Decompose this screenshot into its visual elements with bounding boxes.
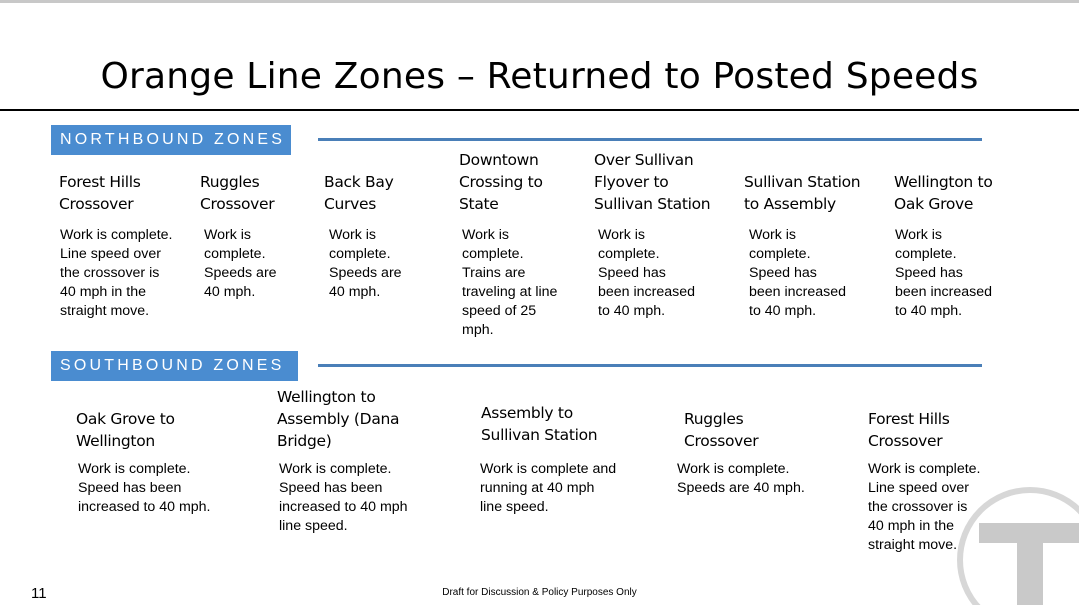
nb-zone-5-title: Over Sullivan Flyover to Sullivan Station — [594, 151, 711, 213]
nb-zone-3-title: Back Bay Curves — [324, 173, 394, 213]
nb-zone-5-desc: Work is complete. Speed has been increased to 40 mph. — [598, 227, 696, 319]
footer-disclaimer: Draft for Discussion & Policy Purposes Only — [442, 587, 637, 598]
nb-zone-1-title: Forest Hills Crossover — [59, 173, 141, 213]
sb-zone-3-desc: Work is complete and running at 40 mph line speed. — [480, 461, 617, 515]
southbound-divider — [318, 364, 982, 367]
nb-zone-7-desc: Work is complete. Speed has been increased to 40 mph. — [895, 227, 993, 319]
nb-zone-6-title: Sullivan Station to Assembly — [744, 173, 861, 213]
sb-zone-2-desc: Work is complete. Speed has been increased to 40 mph line speed. — [279, 461, 408, 534]
sb-zone-1-desc: Work is complete. Speed has been increased to 40 mph. — [78, 461, 211, 515]
northbound-divider — [318, 138, 982, 141]
sb-zone-2-title: Wellington to Assembly (Dana Bridge) — [277, 388, 400, 450]
sb-zone-3-title: Assembly to Sullivan Station — [481, 404, 598, 444]
sb-zone-4-desc: Work is complete. Speeds are 40 mph. — [677, 461, 805, 496]
southbound-section-label: SOUTHBOUND ZONES — [51, 351, 298, 381]
nb-zone-1-desc: Work is complete. Line speed over the crossover is 40 mph in the straight move. — [60, 227, 173, 319]
nb-zone-2-desc: Work is complete. Speeds are 40 mph. — [204, 227, 277, 300]
sb-zone-4-title: Ruggles Crossover — [684, 410, 759, 450]
slide-title: Orange Line Zones – Returned to Posted Speeds — [100, 56, 979, 97]
nb-zone-2-title: Ruggles Crossover — [200, 173, 275, 213]
sb-zone-5-title: Forest Hills Crossover — [868, 410, 950, 450]
nb-zone-3-desc: Work is complete. Speeds are 40 mph. — [329, 227, 402, 300]
northbound-section-label: NORTHBOUND ZONES — [51, 125, 291, 155]
nb-zone-4-title: Downtown Crossing to State — [459, 151, 543, 213]
nb-zone-6-desc: Work is complete. Speed has been increased to 40 mph. — [749, 227, 847, 319]
nb-zone-7-title: Wellington to Oak Grove — [894, 173, 993, 213]
title-divider — [0, 109, 1079, 111]
sb-zone-5-desc: Work is complete. Line speed over the crossover is 40 mph in the straight move. — [868, 461, 981, 553]
sb-zone-1-title: Oak Grove to Wellington — [76, 410, 175, 450]
slide-number: 11 — [31, 585, 47, 602]
nb-zone-4-desc: Work is complete. Trains are traveling at line speed of 25 mph. — [462, 227, 558, 338]
top-border — [0, 0, 1079, 3]
